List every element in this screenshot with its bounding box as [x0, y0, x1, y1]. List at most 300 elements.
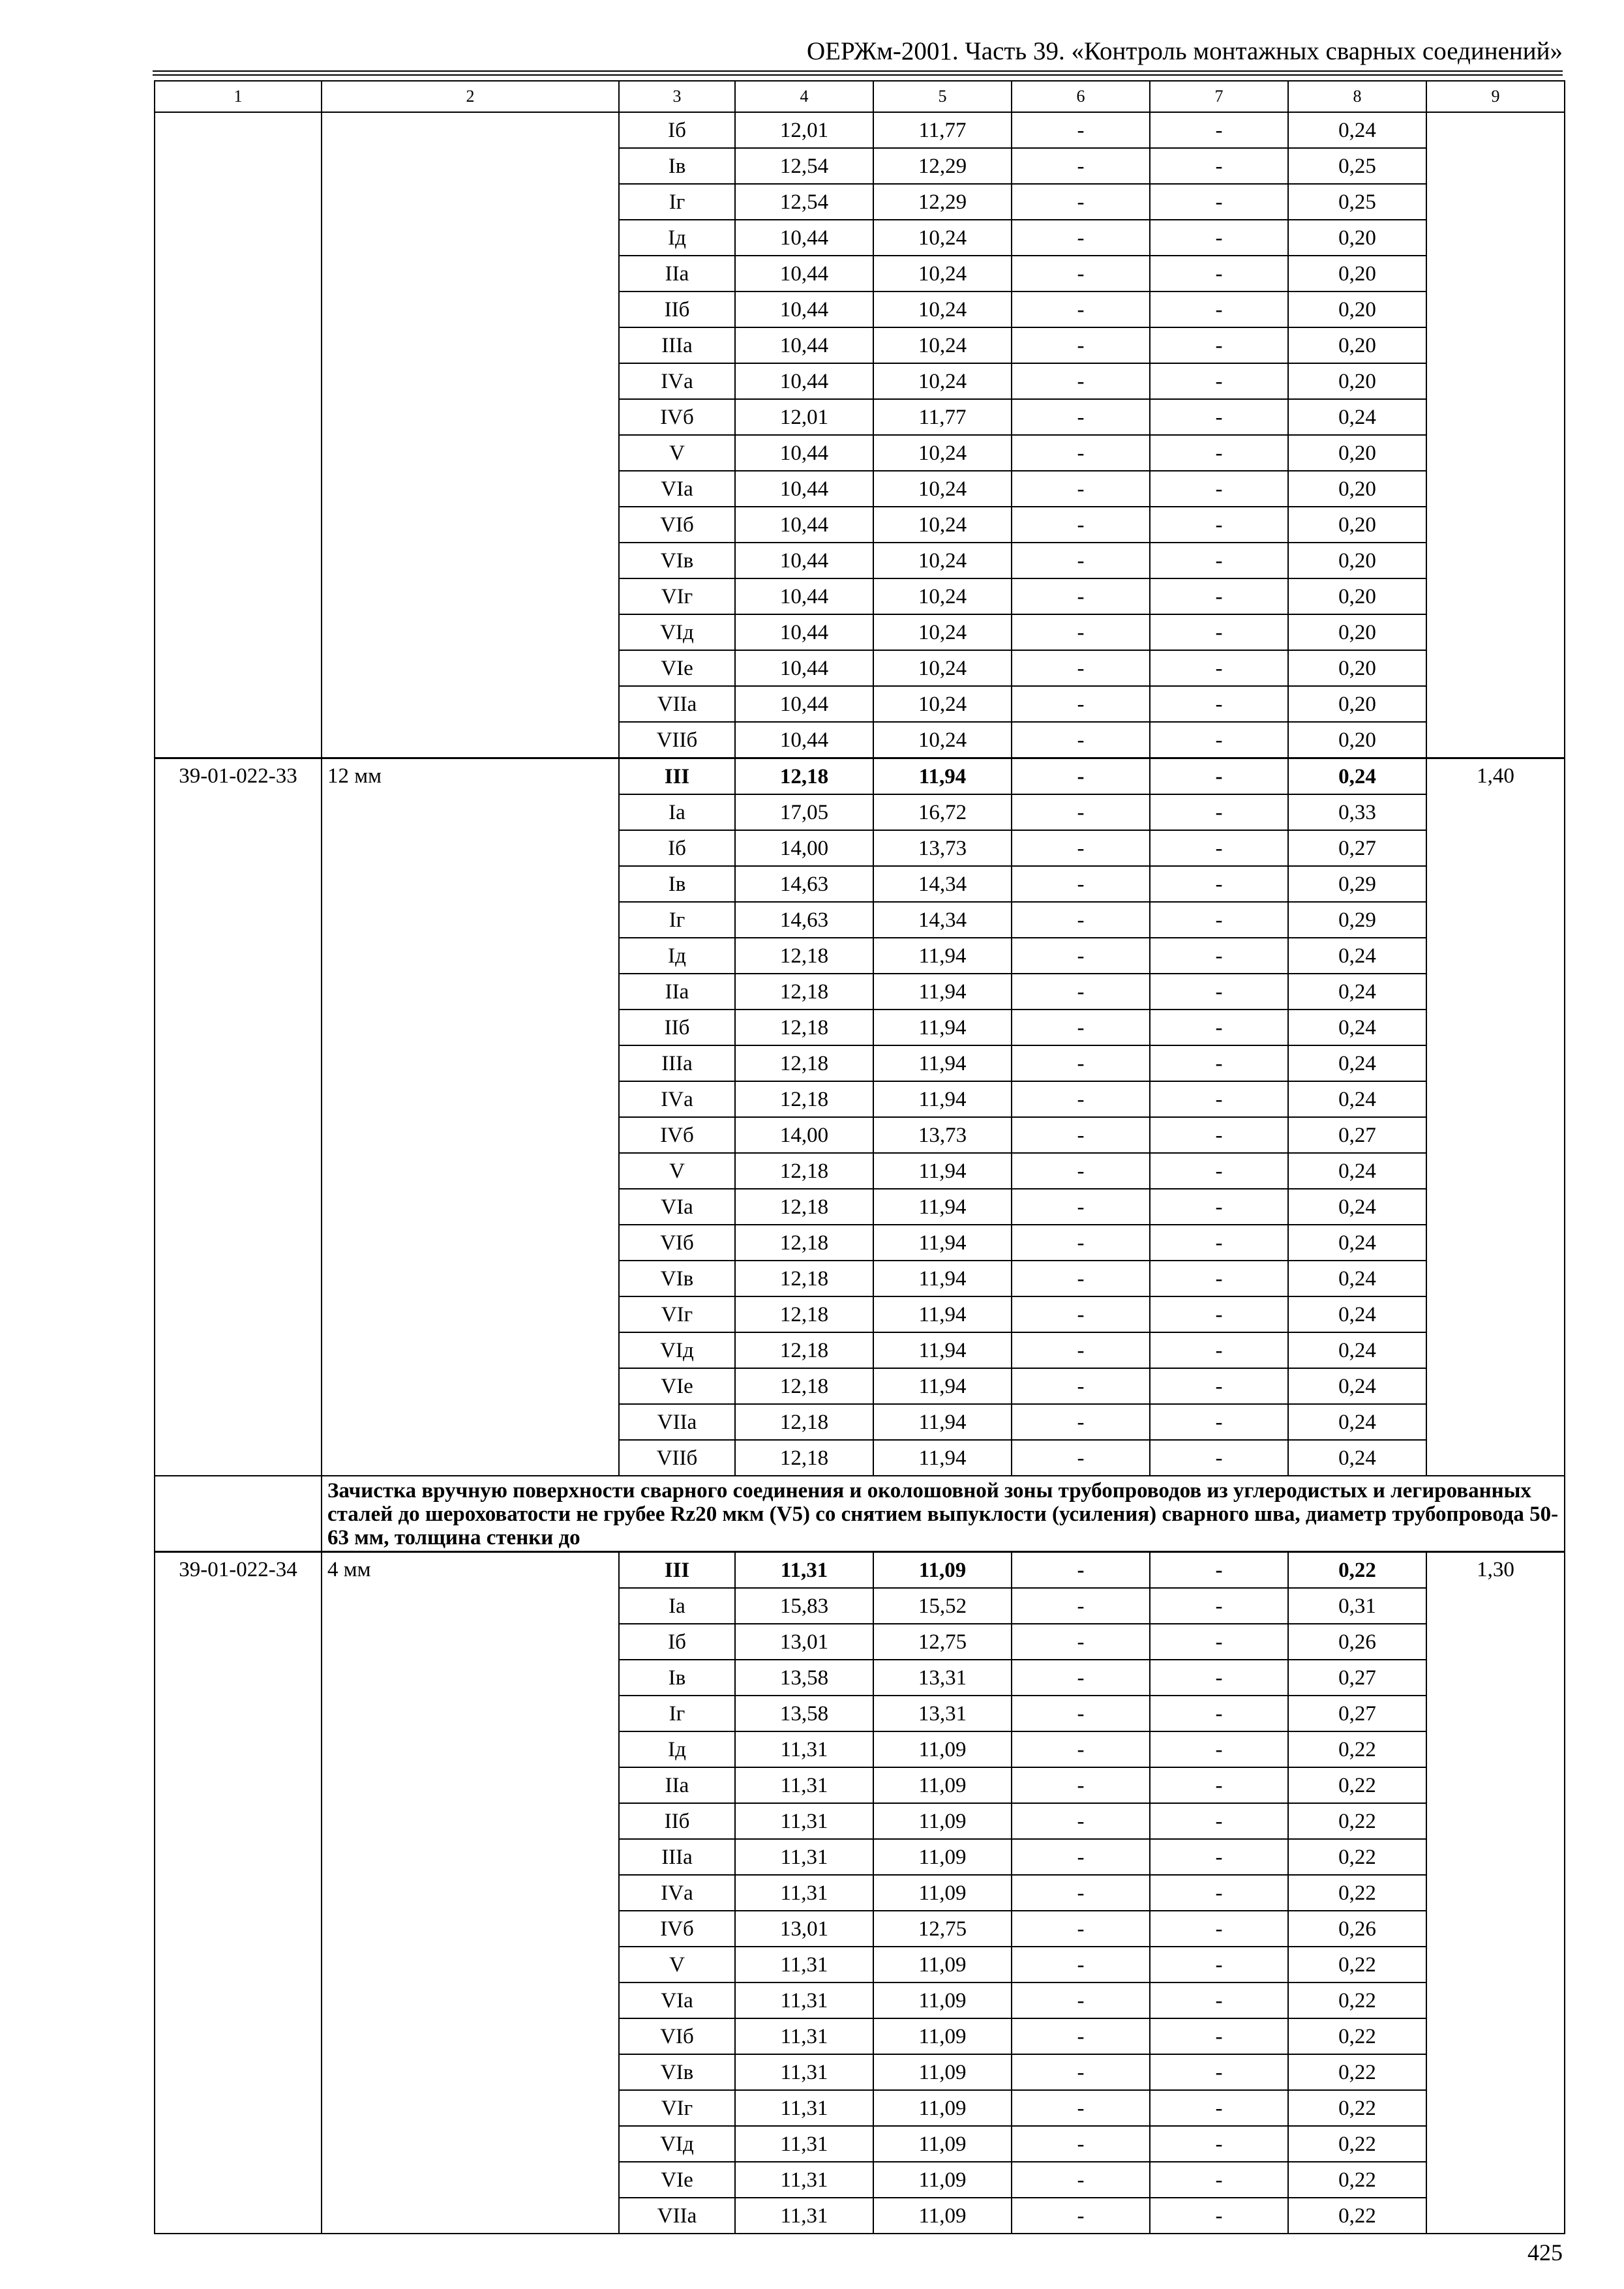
materials-cost: 0,24 — [1288, 1368, 1426, 1404]
machinist-wage: - — [1150, 1081, 1288, 1117]
materials-cost: 0,25 — [1288, 184, 1426, 220]
materials-cost: 0,27 — [1288, 1117, 1426, 1153]
machinist-wage: - — [1150, 543, 1288, 578]
price-total: 10,44 — [735, 578, 873, 614]
machine-cost: - — [1012, 184, 1150, 220]
region-code: VIг — [619, 2090, 735, 2126]
price-total: 10,44 — [735, 220, 873, 256]
region-code: VIе — [619, 650, 735, 686]
rate-code: 39-01-022-34 — [155, 1552, 322, 2234]
machinist-wage: - — [1150, 1296, 1288, 1332]
materials-cost: 0,20 — [1288, 327, 1426, 363]
machinist-wage: - — [1150, 220, 1288, 256]
price-total: 10,44 — [735, 292, 873, 327]
machine-cost: - — [1012, 1404, 1150, 1440]
machine-cost: - — [1012, 327, 1150, 363]
price-total: 10,44 — [735, 327, 873, 363]
machinist-wage: - — [1150, 2198, 1288, 2234]
region-code: IVа — [619, 1875, 735, 1911]
materials-cost: 0,22 — [1288, 1839, 1426, 1875]
machine-cost: - — [1012, 1624, 1150, 1660]
rate-code: 39-01-022-33 — [155, 758, 322, 1476]
price-total: 12,01 — [735, 112, 873, 148]
region-code: IIб — [619, 292, 735, 327]
machinist-wage: - — [1150, 148, 1288, 184]
materials-cost: 0,20 — [1288, 650, 1426, 686]
materials-cost: 0,22 — [1288, 2090, 1426, 2126]
machine-cost: - — [1012, 1045, 1150, 1081]
labor-cost: 11,09 — [873, 2198, 1012, 2234]
machinist-wage: - — [1150, 1660, 1288, 1696]
region-code: VIв — [619, 2054, 735, 2090]
machine-cost: - — [1012, 435, 1150, 471]
column-number: 8 — [1288, 81, 1426, 112]
labor-cost: 10,24 — [873, 507, 1012, 543]
machine-cost: - — [1012, 1947, 1150, 1982]
machinist-wage: - — [1150, 1225, 1288, 1261]
work-description: Зачистка вручную поверхности сварного соединения и околошовной зоны трубопроводов из углеродистых и легированных сталей до шероховатости не грубее Rz20 мкм (V5) со снятием выпуклости (усиления) сварного шва, диаметр трубопровода 50-63 мм, толщина стенки до — [322, 1476, 1565, 1552]
machinist-wage: - — [1150, 650, 1288, 686]
price-total: 14,00 — [735, 830, 873, 866]
materials-cost: 0,33 — [1288, 794, 1426, 830]
region-code: IVб — [619, 399, 735, 435]
labor-cost: 11,94 — [873, 938, 1012, 974]
machinist-wage: - — [1150, 938, 1288, 974]
wall-thickness: 4 мм — [322, 1552, 619, 2234]
machine-cost: - — [1012, 614, 1150, 650]
materials-cost: 0,20 — [1288, 220, 1426, 256]
header-rule — [153, 70, 1563, 72]
machine-cost: - — [1012, 1081, 1150, 1117]
price-total: 10,44 — [735, 686, 873, 722]
region-code: IVа — [619, 1081, 735, 1117]
region-code: Iа — [619, 1588, 735, 1624]
materials-cost: 0,20 — [1288, 471, 1426, 507]
price-total: 11,31 — [735, 2018, 873, 2054]
machinist-wage: - — [1150, 1117, 1288, 1153]
machinist-wage: - — [1150, 184, 1288, 220]
column-number: 9 — [1426, 81, 1565, 112]
machine-cost: - — [1012, 1731, 1150, 1767]
machinist-wage: - — [1150, 399, 1288, 435]
region-code: Iд — [619, 220, 735, 256]
machinist-wage: - — [1150, 686, 1288, 722]
machinist-wage: - — [1150, 866, 1288, 902]
price-total: 11,31 — [735, 2126, 873, 2162]
machinist-wage: - — [1150, 1803, 1288, 1839]
column-number: 1 — [155, 81, 322, 112]
column-number: 3 — [619, 81, 735, 112]
materials-cost: 0,22 — [1288, 1731, 1426, 1767]
price-total: 11,31 — [735, 2198, 873, 2234]
price-total: 11,31 — [735, 2090, 873, 2126]
labor-cost: 10,24 — [873, 614, 1012, 650]
region-code: VIIб — [619, 1440, 735, 1476]
materials-cost: 0,20 — [1288, 686, 1426, 722]
region-code: IIа — [619, 256, 735, 292]
machine-cost: - — [1012, 2198, 1150, 2234]
materials-cost: 0,22 — [1288, 1803, 1426, 1839]
machinist-wage: - — [1150, 507, 1288, 543]
machine-cost: - — [1012, 974, 1150, 1010]
machinist-wage: - — [1150, 327, 1288, 363]
machine-cost: - — [1012, 758, 1150, 795]
machinist-wage: - — [1150, 1332, 1288, 1368]
labor-cost: 10,24 — [873, 650, 1012, 686]
labor-cost: 13,73 — [873, 830, 1012, 866]
coefficient: 1,30 — [1426, 1552, 1565, 2234]
labor-cost: 11,94 — [873, 1404, 1012, 1440]
labor-cost: 11,09 — [873, 1875, 1012, 1911]
price-total: 17,05 — [735, 794, 873, 830]
machine-cost: - — [1012, 1117, 1150, 1153]
price-total: 12,18 — [735, 1261, 873, 1296]
labor-cost: 11,77 — [873, 399, 1012, 435]
labor-cost: 11,94 — [873, 1261, 1012, 1296]
region-code: VIIа — [619, 2198, 735, 2234]
machine-cost: - — [1012, 794, 1150, 830]
price-total: 11,31 — [735, 1731, 873, 1767]
labor-cost: 10,24 — [873, 292, 1012, 327]
machinist-wage: - — [1150, 1440, 1288, 1476]
machine-cost: - — [1012, 1010, 1150, 1045]
region-code: VIв — [619, 543, 735, 578]
region-code: VIе — [619, 1368, 735, 1404]
machine-cost: - — [1012, 1660, 1150, 1696]
machine-cost: - — [1012, 1153, 1150, 1189]
materials-cost: 0,31 — [1288, 1588, 1426, 1624]
machine-cost: - — [1012, 1225, 1150, 1261]
machinist-wage: - — [1150, 112, 1288, 148]
machinist-wage: - — [1150, 1731, 1288, 1767]
region-code: III — [619, 758, 735, 795]
column-number: 7 — [1150, 81, 1288, 112]
materials-cost: 0,24 — [1288, 1404, 1426, 1440]
price-total: 12,18 — [735, 1440, 873, 1476]
price-total: 12,18 — [735, 974, 873, 1010]
materials-cost: 0,22 — [1288, 1982, 1426, 2018]
labor-cost: 13,31 — [873, 1660, 1012, 1696]
materials-cost: 0,24 — [1288, 1010, 1426, 1045]
region-code: VIIб — [619, 722, 735, 758]
machinist-wage: - — [1150, 2090, 1288, 2126]
labor-cost: 10,24 — [873, 578, 1012, 614]
machinist-wage: - — [1150, 471, 1288, 507]
machine-cost: - — [1012, 2054, 1150, 2090]
machine-cost: - — [1012, 2090, 1150, 2126]
labor-cost: 11,94 — [873, 1045, 1012, 1081]
machinist-wage: - — [1150, 722, 1288, 758]
region-code: IIIа — [619, 1045, 735, 1081]
region-code: V — [619, 1947, 735, 1982]
machine-cost: - — [1012, 1296, 1150, 1332]
region-code: VIб — [619, 1225, 735, 1261]
price-total: 10,44 — [735, 256, 873, 292]
machinist-wage: - — [1150, 1624, 1288, 1660]
region-code: Iб — [619, 830, 735, 866]
labor-cost: 12,29 — [873, 148, 1012, 184]
region-code: IVа — [619, 363, 735, 399]
machine-cost: - — [1012, 399, 1150, 435]
machinist-wage: - — [1150, 1839, 1288, 1875]
materials-cost: 0,24 — [1288, 1225, 1426, 1261]
machine-cost: - — [1012, 2162, 1150, 2198]
region-code: Iв — [619, 1660, 735, 1696]
labor-cost: 11,94 — [873, 1081, 1012, 1117]
price-total: 12,01 — [735, 399, 873, 435]
price-total: 12,54 — [735, 184, 873, 220]
price-total: 11,31 — [735, 2162, 873, 2198]
region-code: Iа — [619, 794, 735, 830]
description-spacer — [155, 1476, 322, 1552]
machine-cost: - — [1012, 902, 1150, 938]
materials-cost: 0,24 — [1288, 1440, 1426, 1476]
labor-cost: 11,09 — [873, 1731, 1012, 1767]
price-total: 12,18 — [735, 1404, 873, 1440]
labor-cost: 11,94 — [873, 1010, 1012, 1045]
price-total: 14,63 — [735, 866, 873, 902]
labor-cost: 10,24 — [873, 363, 1012, 399]
labor-cost: 11,09 — [873, 1803, 1012, 1839]
machinist-wage: - — [1150, 435, 1288, 471]
machinist-wage: - — [1150, 1261, 1288, 1296]
materials-cost: 0,24 — [1288, 1081, 1426, 1117]
machinist-wage: - — [1150, 614, 1288, 650]
materials-cost: 0,27 — [1288, 1696, 1426, 1731]
region-code: IIIа — [619, 1839, 735, 1875]
region-code: IVб — [619, 1911, 735, 1947]
machine-cost: - — [1012, 2018, 1150, 2054]
running-header: ОЕРЖм-2001. Часть 39. «Контроль монтажных сварных соединений» — [807, 37, 1563, 65]
price-total: 11,31 — [735, 1947, 873, 1982]
price-total: 10,44 — [735, 543, 873, 578]
materials-cost: 0,24 — [1288, 1189, 1426, 1225]
machinist-wage: - — [1150, 1767, 1288, 1803]
region-code: VIб — [619, 507, 735, 543]
machine-cost: - — [1012, 1911, 1150, 1947]
machinist-wage: - — [1150, 1404, 1288, 1440]
materials-cost: 0,24 — [1288, 758, 1426, 795]
machine-cost: - — [1012, 578, 1150, 614]
price-total: 13,01 — [735, 1911, 873, 1947]
machine-cost: - — [1012, 1803, 1150, 1839]
wall-thickness: 12 мм — [322, 758, 619, 1476]
materials-cost: 0,20 — [1288, 543, 1426, 578]
machine-cost: - — [1012, 1839, 1150, 1875]
price-total: 12,18 — [735, 1225, 873, 1261]
rates-table — [154, 80, 1565, 2234]
column-number: 5 — [873, 81, 1012, 112]
machine-cost: - — [1012, 1875, 1150, 1911]
price-total: 11,31 — [735, 1803, 873, 1839]
region-code: VIа — [619, 1982, 735, 2018]
region-code: IIIа — [619, 327, 735, 363]
materials-cost: 0,22 — [1288, 1947, 1426, 1982]
region-code: IIа — [619, 1767, 735, 1803]
column-number: 6 — [1012, 81, 1150, 112]
labor-cost: 11,94 — [873, 1332, 1012, 1368]
materials-cost: 0,22 — [1288, 1767, 1426, 1803]
price-total: 12,18 — [735, 758, 873, 795]
machine-cost: - — [1012, 1368, 1150, 1404]
machinist-wage: - — [1150, 256, 1288, 292]
region-code: IVб — [619, 1117, 735, 1153]
machine-cost: - — [1012, 1189, 1150, 1225]
price-total: 14,63 — [735, 902, 873, 938]
machinist-wage: - — [1150, 292, 1288, 327]
labor-cost: 13,73 — [873, 1117, 1012, 1153]
machinist-wage: - — [1150, 830, 1288, 866]
machine-cost: - — [1012, 1588, 1150, 1624]
price-total: 12,18 — [735, 1010, 873, 1045]
labor-cost: 11,77 — [873, 112, 1012, 148]
region-code: Iг — [619, 184, 735, 220]
machine-cost: - — [1012, 830, 1150, 866]
machinist-wage: - — [1150, 1010, 1288, 1045]
materials-cost: 0,26 — [1288, 1624, 1426, 1660]
region-code: VIв — [619, 1261, 735, 1296]
region-code: VIIа — [619, 686, 735, 722]
materials-cost: 0,22 — [1288, 2054, 1426, 2090]
machinist-wage: - — [1150, 1189, 1288, 1225]
materials-cost: 0,22 — [1288, 2198, 1426, 2234]
labor-cost: 11,09 — [873, 2126, 1012, 2162]
machine-cost: - — [1012, 543, 1150, 578]
price-total: 11,31 — [735, 2054, 873, 2090]
machine-cost: - — [1012, 1982, 1150, 2018]
labor-cost: 11,94 — [873, 974, 1012, 1010]
column-number: 4 — [735, 81, 873, 112]
labor-cost: 10,24 — [873, 220, 1012, 256]
labor-cost: 10,24 — [873, 256, 1012, 292]
labor-cost: 10,24 — [873, 327, 1012, 363]
table-row — [155, 758, 1565, 795]
labor-cost: 11,94 — [873, 1296, 1012, 1332]
rate-code-empty — [155, 112, 322, 758]
materials-cost: 0,22 — [1288, 1552, 1426, 1589]
labor-cost: 10,24 — [873, 686, 1012, 722]
price-total: 10,44 — [735, 614, 873, 650]
column-numbers-row — [155, 81, 1565, 112]
labor-cost: 11,09 — [873, 1839, 1012, 1875]
machine-cost: - — [1012, 507, 1150, 543]
labor-cost: 14,34 — [873, 902, 1012, 938]
machine-cost: - — [1012, 1767, 1150, 1803]
labor-cost: 10,24 — [873, 543, 1012, 578]
machine-cost: - — [1012, 256, 1150, 292]
materials-cost: 0,22 — [1288, 2126, 1426, 2162]
machinist-wage: - — [1150, 1875, 1288, 1911]
machinist-wage: - — [1150, 1911, 1288, 1947]
price-total: 12,18 — [735, 1332, 873, 1368]
machinist-wage: - — [1150, 2162, 1288, 2198]
labor-cost: 10,24 — [873, 435, 1012, 471]
labor-cost: 11,09 — [873, 2018, 1012, 2054]
machine-cost: - — [1012, 1440, 1150, 1476]
machinist-wage: - — [1150, 2054, 1288, 2090]
price-total: 12,18 — [735, 1368, 873, 1404]
region-code: IIб — [619, 1803, 735, 1839]
labor-cost: 10,24 — [873, 471, 1012, 507]
region-code: VIд — [619, 1332, 735, 1368]
labor-cost: 11,09 — [873, 1767, 1012, 1803]
machine-cost: - — [1012, 686, 1150, 722]
machine-cost: - — [1012, 363, 1150, 399]
labor-cost: 11,94 — [873, 758, 1012, 795]
region-code: Iд — [619, 1731, 735, 1767]
labor-cost: 11,94 — [873, 1440, 1012, 1476]
price-total: 12,18 — [735, 1045, 873, 1081]
price-total: 11,31 — [735, 1839, 873, 1875]
machine-cost: - — [1012, 722, 1150, 758]
materials-cost: 0,24 — [1288, 1332, 1426, 1368]
machine-cost: - — [1012, 148, 1150, 184]
labor-cost: 16,72 — [873, 794, 1012, 830]
region-code: VIа — [619, 471, 735, 507]
machine-cost: - — [1012, 938, 1150, 974]
labor-cost: 11,94 — [873, 1189, 1012, 1225]
machine-cost: - — [1012, 471, 1150, 507]
labor-cost: 11,94 — [873, 1153, 1012, 1189]
machinist-wage: - — [1150, 2018, 1288, 2054]
materials-cost: 0,20 — [1288, 722, 1426, 758]
table-body — [155, 81, 1565, 2234]
materials-cost: 0,24 — [1288, 1261, 1426, 1296]
machine-cost: - — [1012, 1261, 1150, 1296]
machine-cost: - — [1012, 1552, 1150, 1589]
region-code: Iб — [619, 1624, 735, 1660]
header-rule-double — [153, 74, 1563, 76]
labor-cost: 11,94 — [873, 1225, 1012, 1261]
machinist-wage: - — [1150, 974, 1288, 1010]
table-row — [155, 112, 1565, 148]
materials-cost: 0,22 — [1288, 1875, 1426, 1911]
price-total: 12,18 — [735, 1189, 873, 1225]
region-code: V — [619, 435, 735, 471]
materials-cost: 0,27 — [1288, 830, 1426, 866]
machinist-wage: - — [1150, 578, 1288, 614]
region-code: VIб — [619, 2018, 735, 2054]
machine-cost: - — [1012, 650, 1150, 686]
machinist-wage: - — [1150, 1947, 1288, 1982]
materials-cost: 0,20 — [1288, 507, 1426, 543]
machinist-wage: - — [1150, 1982, 1288, 2018]
price-total: 10,44 — [735, 363, 873, 399]
region-code: VIг — [619, 1296, 735, 1332]
region-code: Iг — [619, 902, 735, 938]
region-code: VIе — [619, 2162, 735, 2198]
price-total: 12,18 — [735, 1296, 873, 1332]
region-code: VIд — [619, 2126, 735, 2162]
materials-cost: 0,25 — [1288, 148, 1426, 184]
machinist-wage: - — [1150, 1368, 1288, 1404]
materials-cost: 0,29 — [1288, 866, 1426, 902]
machinist-wage: - — [1150, 902, 1288, 938]
region-code: III — [619, 1552, 735, 1589]
materials-cost: 0,24 — [1288, 112, 1426, 148]
machinist-wage: - — [1150, 1153, 1288, 1189]
page-number: 425 — [1527, 2239, 1563, 2266]
price-total: 12,18 — [735, 1081, 873, 1117]
labor-cost: 12,75 — [873, 1624, 1012, 1660]
materials-cost: 0,24 — [1288, 1296, 1426, 1332]
price-total: 10,44 — [735, 507, 873, 543]
price-total: 12,18 — [735, 1153, 873, 1189]
wall-thickness-empty — [322, 112, 619, 758]
materials-cost: 0,24 — [1288, 1045, 1426, 1081]
labor-cost: 15,52 — [873, 1588, 1012, 1624]
price-total: 13,58 — [735, 1660, 873, 1696]
